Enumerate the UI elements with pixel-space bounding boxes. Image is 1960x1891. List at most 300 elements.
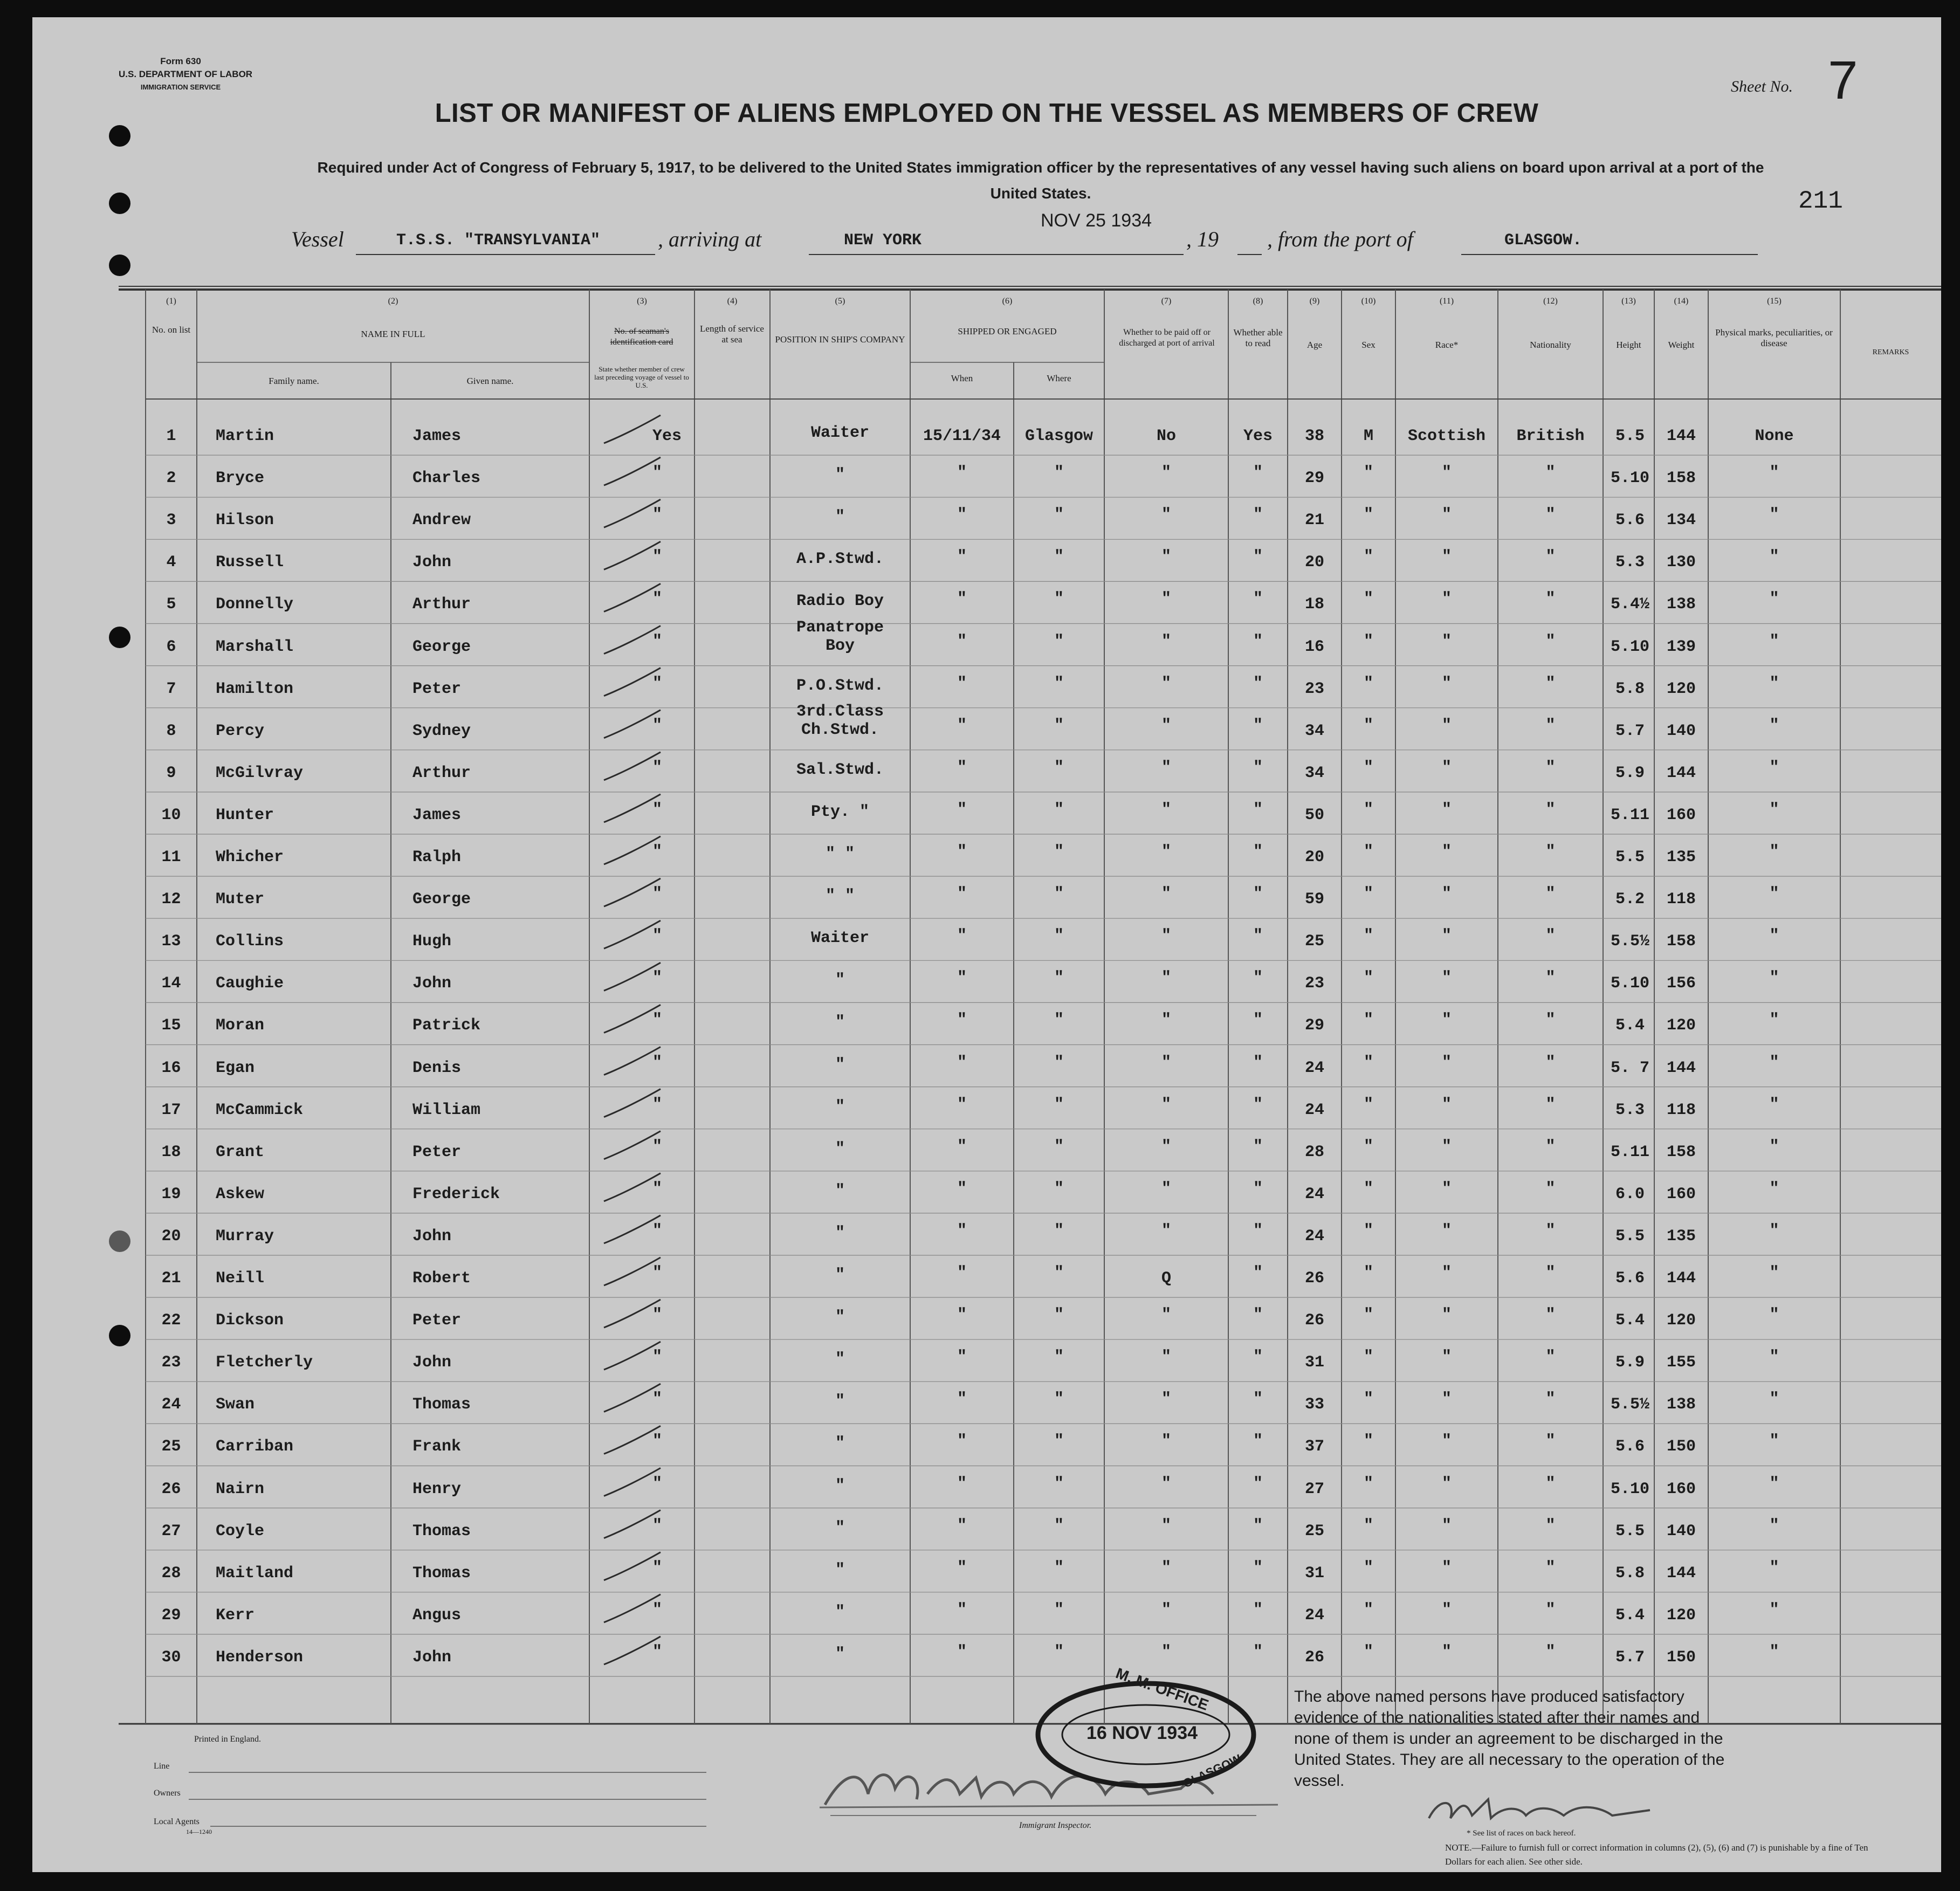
cell-when: " bbox=[957, 1642, 967, 1661]
cell-given: John bbox=[412, 974, 452, 993]
cell-age: 16 bbox=[1304, 637, 1324, 656]
cell-weight: 144 bbox=[1666, 1269, 1696, 1288]
cell-no: 28 bbox=[161, 1564, 181, 1583]
cell-paid: " bbox=[1161, 969, 1171, 988]
agents-label: Local Agents bbox=[154, 1817, 200, 1826]
cell-prev: " bbox=[652, 885, 663, 904]
cell-marks: " bbox=[1769, 716, 1779, 735]
cell-no: 27 bbox=[161, 1522, 181, 1541]
cell-age: 37 bbox=[1304, 1438, 1324, 1456]
cell-paid: No bbox=[1156, 427, 1176, 445]
cell-paid: " bbox=[1161, 758, 1171, 777]
cell-given: Peter bbox=[412, 1311, 462, 1330]
cell-nat: " bbox=[1545, 1558, 1556, 1577]
vessel-label: Vessel bbox=[291, 227, 344, 251]
cell-prev: " bbox=[652, 632, 663, 651]
cell-prev: " bbox=[652, 716, 663, 735]
cell-marks: " bbox=[1769, 590, 1779, 609]
cell-age: 25 bbox=[1304, 1522, 1324, 1541]
cell-age: 24 bbox=[1304, 1185, 1324, 1204]
cell-given: Thomas bbox=[412, 1564, 471, 1583]
cell-race: " bbox=[1441, 590, 1452, 609]
cell-weight: 150 bbox=[1666, 1648, 1696, 1667]
cell-when: " bbox=[957, 800, 967, 819]
cell-no: 19 bbox=[161, 1185, 181, 1204]
cell-when: " bbox=[957, 1474, 967, 1493]
cell-where: " bbox=[1054, 1095, 1064, 1114]
cell-weight: 155 bbox=[1666, 1353, 1696, 1372]
column-number: (10) bbox=[1361, 297, 1376, 306]
cell-read: " bbox=[1253, 1053, 1263, 1072]
cell-nat: " bbox=[1545, 1137, 1556, 1156]
cell-position: " bbox=[835, 1392, 845, 1411]
cell-height: 5.10 bbox=[1610, 469, 1649, 488]
cell-age: 26 bbox=[1304, 1311, 1324, 1330]
cell-race: " bbox=[1441, 548, 1452, 567]
cell-weight: 144 bbox=[1666, 1058, 1696, 1077]
cell-prev: Yes bbox=[652, 427, 682, 445]
cell-given: Peter bbox=[412, 679, 462, 698]
cell-family: Swan bbox=[216, 1395, 255, 1414]
cell-where: Glasgow bbox=[1024, 427, 1094, 445]
cell-where: " bbox=[1054, 1179, 1064, 1198]
cell-paid: " bbox=[1161, 800, 1171, 819]
cell-sex: " bbox=[1363, 716, 1373, 735]
cell-race: " bbox=[1441, 1474, 1452, 1493]
master-signature bbox=[1423, 1791, 1661, 1829]
cell-nat: " bbox=[1545, 843, 1556, 861]
cell-given: Frank bbox=[412, 1438, 462, 1456]
cell-family: McCammick bbox=[216, 1101, 304, 1119]
cell-position: Sal.Stwd. bbox=[796, 760, 884, 779]
cell-sex: " bbox=[1363, 969, 1373, 988]
cell-position: " bbox=[835, 508, 845, 527]
cell-sex: " bbox=[1363, 1179, 1373, 1198]
column-number: (12) bbox=[1543, 297, 1558, 306]
cell-paid: " bbox=[1161, 674, 1171, 693]
cell-when: " bbox=[957, 1600, 967, 1619]
cell-when: 15/11/34 bbox=[923, 427, 1001, 445]
footer-rules bbox=[32, 17, 1941, 1872]
cell-marks: " bbox=[1769, 1432, 1779, 1451]
cell-read: " bbox=[1253, 1306, 1263, 1325]
cell-given: Arthur bbox=[412, 764, 471, 782]
header-id-card: No. of seaman's identification card bbox=[610, 327, 673, 347]
cell-when: " bbox=[957, 1558, 967, 1577]
cell-where: " bbox=[1054, 1137, 1064, 1156]
cell-race: " bbox=[1441, 1558, 1452, 1577]
penalty-note: NOTE.—Failure to furnish full or correct information in columns (2), (5), (6) and (7) is punishable by a fine of Ten Dollars for each alien. See other side. bbox=[1445, 1842, 1868, 1867]
cell-no: 26 bbox=[161, 1480, 181, 1498]
cell-where: " bbox=[1054, 1221, 1064, 1240]
cell-when: " bbox=[957, 843, 967, 861]
cell-read: " bbox=[1253, 1642, 1263, 1661]
cell-paid: " bbox=[1161, 1516, 1171, 1535]
cell-when: " bbox=[957, 1264, 967, 1282]
cell-sex: " bbox=[1363, 632, 1373, 651]
cell-height: 5.3 bbox=[1615, 1101, 1645, 1119]
stamp-office: M. M. OFFICE bbox=[1113, 1665, 1211, 1714]
cell-age: 29 bbox=[1304, 1016, 1324, 1035]
cell-marks: " bbox=[1769, 1558, 1779, 1577]
cell-race: " bbox=[1441, 1390, 1452, 1409]
cell-no: 17 bbox=[161, 1101, 181, 1119]
cell-marks: " bbox=[1769, 1053, 1779, 1072]
cell-where: " bbox=[1054, 758, 1064, 777]
cell-prev: " bbox=[652, 1011, 663, 1030]
cell-weight: 134 bbox=[1666, 511, 1696, 530]
cell-height: 5.4½ bbox=[1610, 595, 1649, 614]
cell-height: 5.5 bbox=[1615, 427, 1645, 445]
cell-height: 5.5½ bbox=[1610, 932, 1649, 951]
cell-position: " " bbox=[825, 887, 855, 906]
cell-weight: 140 bbox=[1666, 721, 1696, 740]
column-number: (8) bbox=[1253, 297, 1263, 306]
sheet-number: 7 bbox=[1828, 50, 1858, 111]
cell-where: " bbox=[1054, 1348, 1064, 1367]
cell-weight: 138 bbox=[1666, 1395, 1696, 1414]
cell-nat: " bbox=[1545, 590, 1556, 609]
cell-sex: " bbox=[1363, 1642, 1373, 1661]
cell-prev: " bbox=[652, 1221, 663, 1240]
cell-no: 11 bbox=[161, 848, 181, 867]
form-code: 14—1240 bbox=[186, 1828, 212, 1835]
header-name-in-full: NAME IN FULL bbox=[361, 329, 425, 339]
cell-age: 23 bbox=[1304, 974, 1324, 993]
cell-race: " bbox=[1441, 464, 1452, 483]
cell-read: " bbox=[1253, 716, 1263, 735]
cell-marks: " bbox=[1769, 464, 1779, 483]
from-port-label: , from the port of bbox=[1267, 227, 1413, 251]
cell-sex: " bbox=[1363, 843, 1373, 861]
cell-read: " bbox=[1253, 758, 1263, 777]
cell-weight: 144 bbox=[1666, 427, 1696, 445]
cell-prev: " bbox=[652, 1053, 663, 1072]
cell-paid: " bbox=[1161, 1095, 1171, 1114]
cell-no: 2 bbox=[166, 469, 176, 488]
cell-read: " bbox=[1253, 927, 1263, 946]
cell-paid: " bbox=[1161, 716, 1171, 735]
cell-paid: " bbox=[1161, 1432, 1171, 1451]
cell-prev: " bbox=[652, 506, 663, 525]
cell-nat: " bbox=[1545, 1474, 1556, 1493]
cell-marks: " bbox=[1769, 1600, 1779, 1619]
cell-prev: " bbox=[652, 1474, 663, 1493]
cell-where: " bbox=[1054, 632, 1064, 651]
cell-weight: 160 bbox=[1666, 1185, 1696, 1204]
cell-sex: " bbox=[1363, 1221, 1373, 1240]
cell-prev: " bbox=[652, 758, 663, 777]
cell-position: " bbox=[835, 1055, 845, 1074]
cell-read: " bbox=[1253, 590, 1263, 609]
cell-age: 26 bbox=[1304, 1648, 1324, 1667]
cell-age: 34 bbox=[1304, 721, 1324, 740]
cell-paid: " bbox=[1161, 885, 1171, 904]
cell-when: " bbox=[957, 927, 967, 946]
cell-no: 16 bbox=[161, 1058, 181, 1077]
cell-position: " " bbox=[825, 845, 855, 863]
cell-read: " bbox=[1253, 1390, 1263, 1409]
cell-marks: " bbox=[1769, 1011, 1779, 1030]
cell-family: Henderson bbox=[216, 1648, 304, 1667]
cell-height: 5.10 bbox=[1610, 974, 1649, 993]
header-no-on-list: No. on list bbox=[152, 325, 191, 335]
cell-height: 5.6 bbox=[1615, 1438, 1645, 1456]
cell-family: Marshall bbox=[216, 637, 294, 656]
cell-when: " bbox=[957, 506, 967, 525]
page-title: LIST OR MANIFEST OF ALIENS EMPLOYED ON THE VESSEL AS MEMBERS OF CREW bbox=[435, 99, 1539, 128]
cell-where: " bbox=[1054, 1600, 1064, 1619]
cell-sex: " bbox=[1363, 548, 1373, 567]
cell-marks: " bbox=[1769, 548, 1779, 567]
cell-race: " bbox=[1441, 1306, 1452, 1325]
cell-height: 5.10 bbox=[1610, 1480, 1649, 1498]
cell-prev: " bbox=[652, 1179, 663, 1198]
header-remarks: REMARKS bbox=[1872, 348, 1909, 356]
cell-sex: " bbox=[1363, 1390, 1373, 1409]
cell-race: " bbox=[1441, 758, 1452, 777]
cell-age: 59 bbox=[1304, 890, 1324, 909]
cell-race: " bbox=[1441, 1642, 1452, 1661]
cell-family: Whicher bbox=[216, 848, 284, 867]
cell-position: " bbox=[835, 1097, 845, 1116]
cell-read: " bbox=[1253, 885, 1263, 904]
cell-prev: " bbox=[652, 1642, 663, 1661]
cell-no: 6 bbox=[166, 637, 176, 656]
page-subtitle: Required under Act of Congress of February 5, 1917, to be delivered to the United States immigration officer by the representatives of any vessel having such aliens on board upon arrival at a port of the United States. bbox=[317, 159, 1764, 202]
cell-nat: " bbox=[1545, 1011, 1556, 1030]
header-when: When bbox=[951, 373, 973, 383]
cell-no: 14 bbox=[161, 974, 181, 993]
header-weight: Weight bbox=[1668, 340, 1695, 350]
cell-height: 5.8 bbox=[1615, 679, 1645, 698]
cell-height: 5.4 bbox=[1615, 1311, 1645, 1330]
cell-when: " bbox=[957, 1053, 967, 1072]
cell-paid: " bbox=[1161, 548, 1171, 567]
cell-age: 24 bbox=[1304, 1058, 1324, 1077]
column-number: (2) bbox=[388, 297, 398, 306]
cell-nat: " bbox=[1545, 1095, 1556, 1114]
cell-where: " bbox=[1054, 1264, 1064, 1282]
cell-age: 28 bbox=[1304, 1143, 1324, 1161]
cell-family: Askew bbox=[216, 1185, 265, 1204]
cell-marks: " bbox=[1769, 1642, 1779, 1661]
cell-nat: " bbox=[1545, 800, 1556, 819]
cell-where: " bbox=[1054, 1011, 1064, 1030]
cell-paid: " bbox=[1161, 1642, 1171, 1661]
cell-given: George bbox=[412, 637, 471, 656]
cell-read: " bbox=[1253, 1516, 1263, 1535]
cell-family: Egan bbox=[216, 1058, 255, 1077]
cell-race: " bbox=[1441, 1221, 1452, 1240]
cell-when: " bbox=[957, 758, 967, 777]
header-race: Race* bbox=[1435, 340, 1459, 350]
cell-nat: " bbox=[1545, 927, 1556, 946]
cell-sex: " bbox=[1363, 1474, 1373, 1493]
cell-marks: " bbox=[1769, 1516, 1779, 1535]
cell-where: " bbox=[1054, 1558, 1064, 1577]
nationality-statement: The above named persons have produced satisfactory evidence of the nationalities stated after their names and none of them is under an agreement to be discharged in the United States. They are all necessary to the operation of the vessel. bbox=[1294, 1688, 1725, 1790]
cell-paid: " bbox=[1161, 506, 1171, 525]
cell-weight: 139 bbox=[1666, 637, 1696, 656]
cell-given: John bbox=[412, 1648, 452, 1667]
cell-read: " bbox=[1253, 969, 1263, 988]
cell-race: " bbox=[1441, 1011, 1452, 1030]
vessel-name: T.S.S. "TRANSYLVANIA" bbox=[396, 231, 601, 250]
cell-where: " bbox=[1054, 843, 1064, 861]
cell-position: " bbox=[835, 1518, 845, 1537]
cell-read: " bbox=[1253, 1011, 1263, 1030]
cell-paid: " bbox=[1161, 1053, 1171, 1072]
service: IMMIGRATION SERVICE bbox=[140, 83, 221, 91]
cell-read: " bbox=[1253, 800, 1263, 819]
cell-age: 31 bbox=[1304, 1353, 1324, 1372]
cell-position: " bbox=[835, 1266, 845, 1284]
cell-given: Arthur bbox=[412, 595, 471, 614]
header-sex: Sex bbox=[1361, 340, 1376, 350]
cell-paid: " bbox=[1161, 1390, 1171, 1409]
cell-no: 5 bbox=[166, 595, 176, 614]
cell-read: Yes bbox=[1243, 427, 1273, 445]
cell-age: 50 bbox=[1304, 806, 1324, 824]
cell-height: 5.5 bbox=[1615, 1522, 1645, 1541]
header-length-service: Length of service at sea bbox=[700, 324, 764, 345]
cell-read: " bbox=[1253, 464, 1263, 483]
header-given-name: Given name. bbox=[466, 376, 514, 386]
header-prev-voyage: State whether member of crew last preceding voyage of vessel to U.S. bbox=[594, 365, 689, 389]
cell-read: " bbox=[1253, 1600, 1263, 1619]
cell-given: Henry bbox=[412, 1480, 462, 1498]
cell-when: " bbox=[957, 1516, 967, 1535]
cell-weight: 120 bbox=[1666, 679, 1696, 698]
cell-given: Andrew bbox=[412, 511, 471, 530]
cell-position: Panatrope bbox=[796, 618, 884, 637]
cell-read: " bbox=[1253, 1558, 1263, 1577]
cell-height: 5.5½ bbox=[1610, 1395, 1649, 1414]
stamp-city: GLASGOW bbox=[1180, 1751, 1243, 1791]
header-age: Age bbox=[1306, 340, 1323, 350]
cell-given: William bbox=[412, 1101, 481, 1119]
cell-when: " bbox=[957, 674, 967, 693]
cell-sex: " bbox=[1363, 1558, 1373, 1577]
cell-given: Charles bbox=[412, 469, 481, 488]
cell-prev: " bbox=[652, 1390, 663, 1409]
owners-label: Owners bbox=[154, 1789, 181, 1798]
cell-paid: " bbox=[1161, 927, 1171, 946]
cell-when: " bbox=[957, 1221, 967, 1240]
cell-prev: " bbox=[652, 1558, 663, 1577]
cell-prev: " bbox=[652, 927, 663, 946]
cell-race: " bbox=[1441, 716, 1452, 735]
cell-race: Scottish bbox=[1407, 427, 1486, 445]
cell-no: 30 bbox=[161, 1648, 181, 1667]
column-number: (15) bbox=[1767, 297, 1782, 306]
cell-age: 34 bbox=[1304, 764, 1324, 782]
cell-where: " bbox=[1054, 464, 1064, 483]
cell-age: 25 bbox=[1304, 932, 1324, 951]
cell-no: 22 bbox=[161, 1311, 181, 1330]
cell-nat: " bbox=[1545, 885, 1556, 904]
cell-paid: " bbox=[1161, 1600, 1171, 1619]
cell-height: 5.3 bbox=[1615, 553, 1645, 572]
cell-given: Thomas bbox=[412, 1395, 471, 1414]
cell-height: 5. 7 bbox=[1610, 1058, 1649, 1077]
cell-age: 29 bbox=[1304, 469, 1324, 488]
cell-position: Pty. " bbox=[810, 802, 870, 821]
cell-height: 5.6 bbox=[1615, 1269, 1645, 1288]
cell-weight: 120 bbox=[1666, 1311, 1696, 1330]
cell-no: 15 bbox=[161, 1016, 181, 1035]
cell-nat: " bbox=[1545, 1348, 1556, 1367]
cell-nat: " bbox=[1545, 1179, 1556, 1198]
cell-prev: " bbox=[652, 1348, 663, 1367]
cell-sex: " bbox=[1363, 1137, 1373, 1156]
cell-age: 26 bbox=[1304, 1269, 1324, 1288]
cell-family: Russell bbox=[216, 553, 284, 572]
cell-position: Radio Boy bbox=[796, 592, 884, 611]
cell-given: James bbox=[412, 806, 462, 824]
arriving-label: , arriving at bbox=[658, 227, 762, 251]
cell-family: Neill bbox=[216, 1269, 265, 1288]
cell-no: 4 bbox=[166, 553, 176, 572]
cell-marks: " bbox=[1769, 1221, 1779, 1240]
arrival-port: NEW YORK bbox=[844, 231, 922, 250]
arrival-date-stamp: NOV 25 1934 bbox=[1041, 210, 1152, 231]
cell-weight: 120 bbox=[1666, 1606, 1696, 1625]
cell-given: Patrick bbox=[412, 1016, 481, 1035]
cell-family: Dickson bbox=[216, 1311, 284, 1330]
cell-prev: " bbox=[652, 548, 663, 567]
cell-where: " bbox=[1054, 1516, 1064, 1535]
cell-marks: " bbox=[1769, 1348, 1779, 1367]
cell-paid: " bbox=[1161, 843, 1171, 861]
cell-height: 5.11 bbox=[1610, 806, 1649, 824]
cell-given: Ralph bbox=[412, 848, 462, 867]
cell-where: " bbox=[1054, 674, 1064, 693]
cell-where: " bbox=[1054, 1642, 1064, 1661]
cell-age: 27 bbox=[1304, 1480, 1324, 1498]
cell-paid: " bbox=[1161, 1011, 1171, 1030]
cell-weight: 138 bbox=[1666, 595, 1696, 614]
printed-in: Printed in England. bbox=[194, 1735, 261, 1744]
cell-no: 1 bbox=[166, 427, 176, 445]
cell-no: 25 bbox=[161, 1438, 181, 1456]
cell-weight: 130 bbox=[1666, 553, 1696, 572]
cell-position: P.O.Stwd. bbox=[796, 676, 884, 695]
cell-no: 10 bbox=[161, 806, 181, 824]
cell-sex: " bbox=[1363, 800, 1373, 819]
department: U.S. DEPARTMENT OF LABOR bbox=[119, 69, 253, 79]
cell-position: " bbox=[835, 971, 845, 990]
cell-height: 5.11 bbox=[1610, 1143, 1649, 1161]
cell-where: " bbox=[1054, 716, 1064, 735]
cell-position: " bbox=[835, 1223, 845, 1242]
cell-marks: " bbox=[1769, 927, 1779, 946]
cell-age: 21 bbox=[1304, 511, 1324, 530]
cell-family: Hunter bbox=[216, 806, 274, 824]
cell-read: " bbox=[1253, 1264, 1263, 1282]
cell-family: McGilvray bbox=[216, 764, 304, 782]
header-where: Where bbox=[1047, 373, 1071, 383]
cell-family: Kerr bbox=[216, 1606, 255, 1625]
cell-when: " bbox=[957, 1348, 967, 1367]
header-paid-off: Whether to be paid off or discharged at port of arrival bbox=[1119, 328, 1215, 348]
cell-weight: 160 bbox=[1666, 1480, 1696, 1498]
cell-position: Boy bbox=[825, 636, 855, 655]
cell-where: " bbox=[1054, 1432, 1064, 1451]
cell-position: Ch.Stwd. bbox=[801, 720, 879, 739]
cell-position: 3rd.Class bbox=[796, 702, 884, 721]
